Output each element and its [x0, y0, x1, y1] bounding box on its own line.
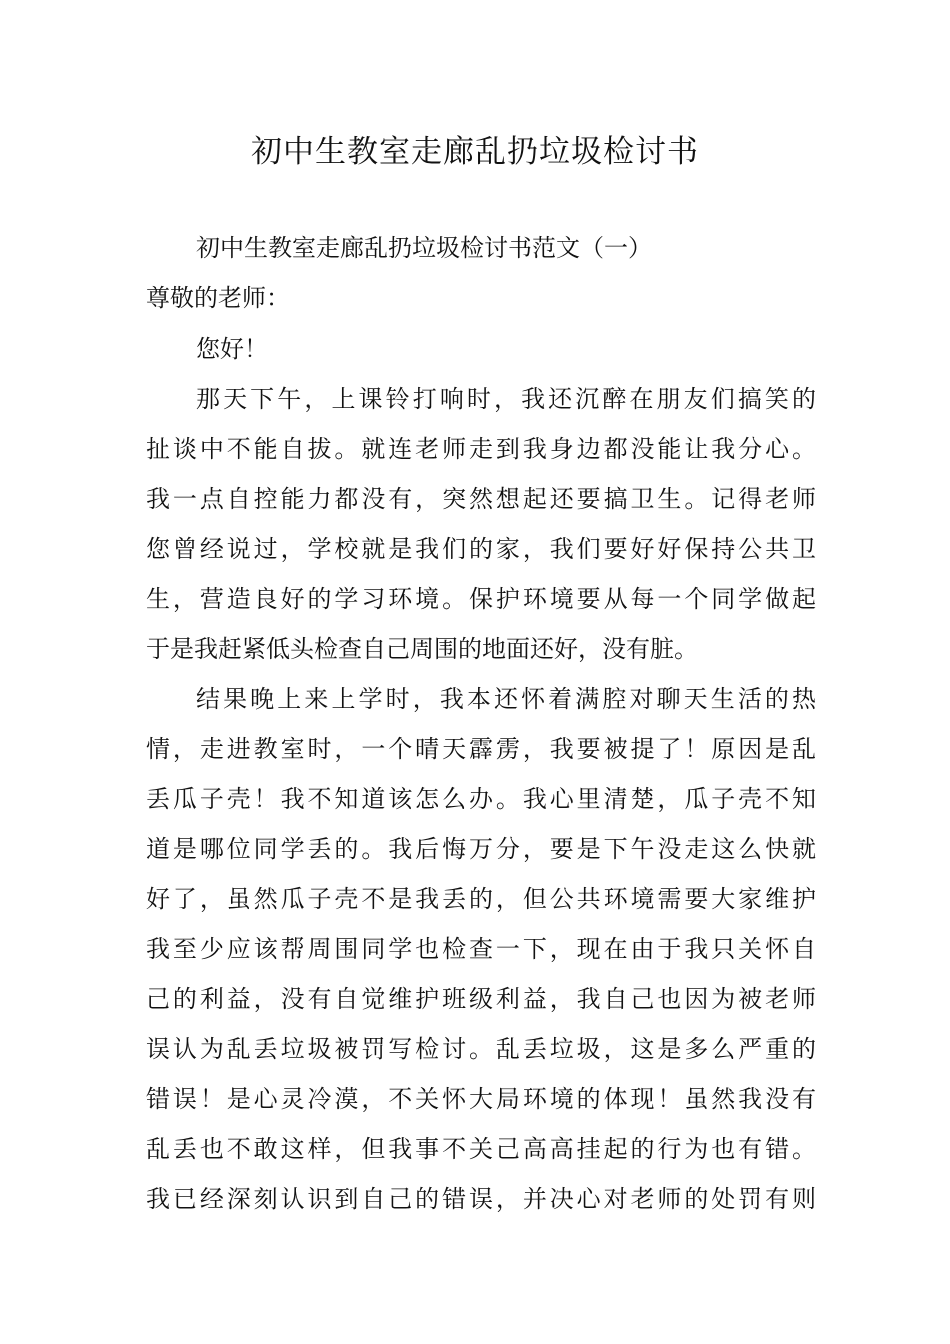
- salutation-line: 尊敬的老师：: [146, 284, 290, 312]
- body-line: 道是哪位同学丢的。我后悔万分，要是下午没走这么快就: [146, 835, 816, 863]
- body-line: 我一点自控能力都没有，突然想起还要搞卫生。记得老师: [146, 485, 816, 513]
- body-line: 您曾经说过，学校就是我们的家，我们要好好保持公共卫: [146, 535, 816, 563]
- body-line: 扯谈中不能自拔。就连老师走到我身边都没能让我分心。: [146, 435, 816, 463]
- body-line: 好了，虽然瓜子壳不是我丢的，但公共环境需要大家维护: [146, 885, 816, 913]
- document-title: 初中生教室走廊乱扔垃圾检讨书: [251, 134, 699, 170]
- body-line: 我至少应该帮周围同学也检查一下，现在由于我只关怀自: [146, 935, 816, 963]
- body-line: 错误！是心灵冷漠，不关怀大局环境的体现！虽然我没有: [146, 1085, 816, 1113]
- greeting-line: 您好！: [196, 335, 268, 363]
- body-line: 结果晚上来上学时，我本还怀着满腔对聊天生活的热: [196, 685, 816, 713]
- body-line: 乱丢也不敢这样，但我事不关己高高挂起的行为也有错。: [146, 1135, 816, 1163]
- body-line: 己的利益，没有自觉维护班级利益，我自己也因为被老师: [146, 985, 816, 1013]
- body-line: 情，走进教室时，一个晴天霹雳，我要被提了！原因是乱: [146, 735, 816, 763]
- body-line: 于是我赶紧低头检查自己周围的地面还好，没有脏。: [146, 635, 698, 663]
- body-line: 我已经深刻认识到自己的错误，并决心对老师的处罚有则: [146, 1185, 816, 1213]
- body-line: 那天下午，上课铃打响时，我还沉醉在朋友们搞笑的: [196, 385, 816, 413]
- body-line: 生，营造良好的学习环境。保护环境要从每一个同学做起: [146, 585, 816, 613]
- body-line: 丢瓜子壳！我不知道该怎么办。我心里清楚，瓜子壳不知: [146, 785, 816, 813]
- body-line: 误认为乱丢垃圾被罚写检讨。乱丢垃圾，这是多么严重的: [146, 1035, 816, 1063]
- subtitle-line: 初中生教室走廊乱扔垃圾检讨书范文（一）: [196, 234, 652, 262]
